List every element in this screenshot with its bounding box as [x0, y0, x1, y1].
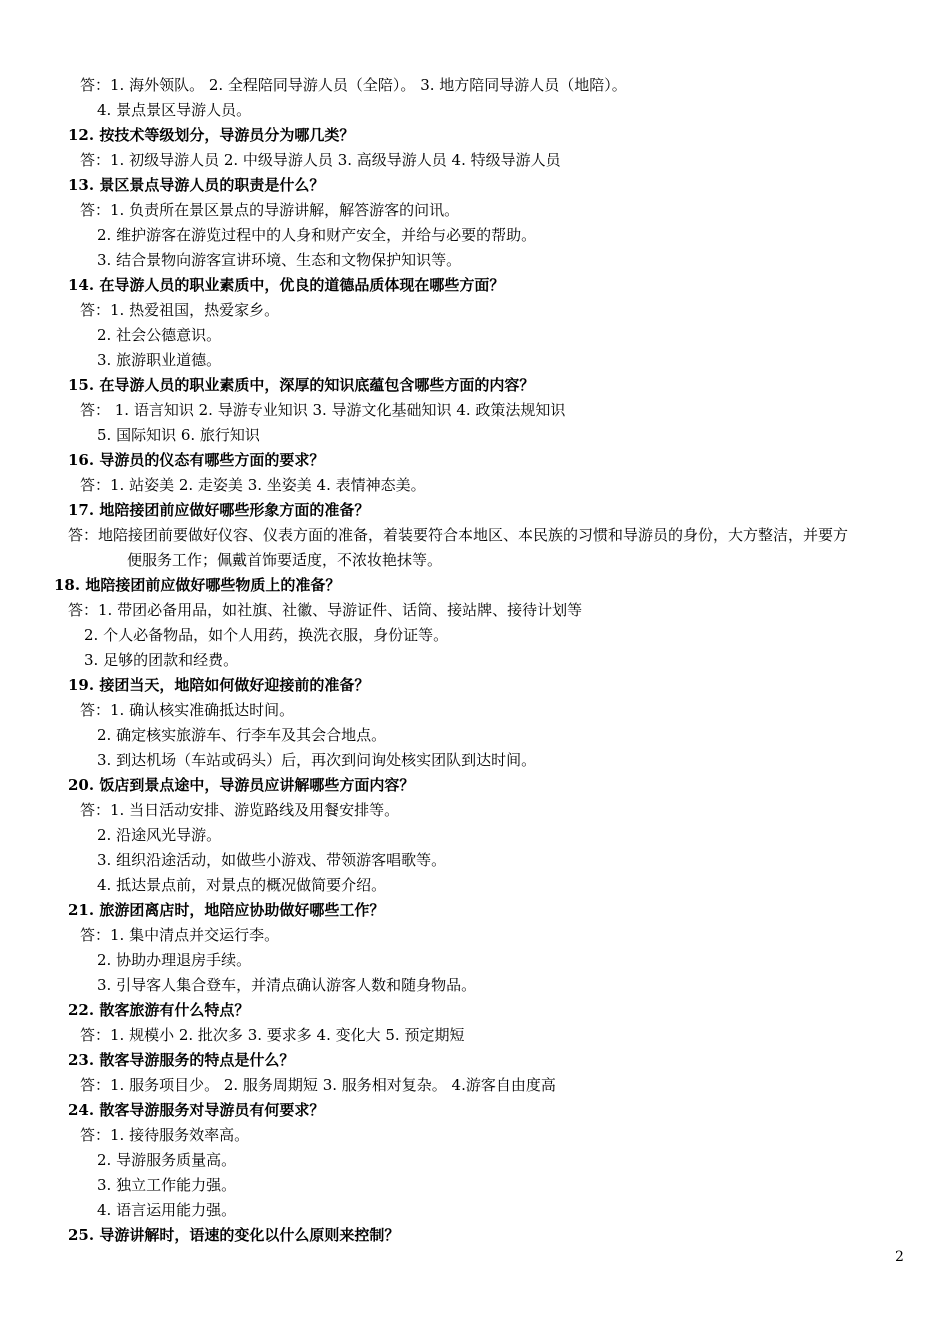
answer-line: 4. 语言运用能力强。: [97, 1201, 237, 1219]
question-heading: 17. 地陪接团前应做好哪些形象方面的准备？: [68, 501, 370, 519]
answer-line: 2. 个人必备物品，如个人用药，换洗衣服，身份证等。: [84, 626, 449, 644]
answer-line: 4. 抵达景点前，对景点的概况做简要介绍。: [97, 876, 387, 894]
answer-line: 3. 足够的团款和经费。: [84, 651, 239, 669]
answer-line: 答：1. 服务项目少。 2. 服务周期短 3. 服务相对复杂。 4.游客自由度高: [80, 1076, 556, 1094]
answer-line: 4. 景点景区导游人员。: [97, 101, 252, 119]
question-heading: 22. 散客旅游有什么特点？: [68, 1001, 250, 1019]
answer-line: 2. 维护游客在游览过程中的人身和财产安全，并给与必要的帮助。: [97, 226, 537, 244]
answer-line: 2. 协助办理退房手续。: [97, 951, 252, 969]
question-heading: 16. 导游员的仪态有哪些方面的要求？: [68, 451, 325, 469]
answer-line: 答：地陪接团前要做好仪容、仪表方面的准备，着装要符合本地区、本民族的习惯和导游员的身份，大方整洁，并要方: [68, 526, 849, 544]
answer-line: 答：1. 带团必备用品，如社旗、社徽、导游证件、话筒、接站牌、接待计划等: [68, 601, 583, 619]
question-heading: 18. 地陪接团前应做好哪些物质上的准备？: [54, 576, 341, 594]
answer-line: 答：1. 规模小 2. 批次多 3. 要求多 4. 变化大 5. 预定期短: [80, 1026, 465, 1044]
answer-line: 答：1. 负责所在景区景点的导游讲解，解答游客的问讯。: [80, 201, 460, 219]
answer-line: 3. 到达机场（车站或码头）后，再次到问询处核实团队到达时间。: [97, 751, 537, 769]
answer-line: 3. 独立工作能力强。: [97, 1176, 237, 1194]
question-heading: 23. 散客导游服务的特点是什么？: [68, 1051, 295, 1069]
answer-line: 3. 结合景物向游客宣讲环境、生态和文物保护知识等。: [97, 251, 462, 269]
answer-line: 2. 沿途风光导游。: [97, 826, 222, 844]
question-heading: 21. 旅游团离店时，地陪应协助做好哪些工作？: [68, 901, 385, 919]
question-heading: 12. 按技术等级划分，导游员分为哪几类？: [68, 126, 355, 144]
answer-line: 2. 社会公德意识。: [97, 326, 222, 344]
page-number: 2: [895, 1249, 904, 1265]
question-heading: 20. 饭店到景点途中，导游员应讲解哪些方面内容？: [68, 776, 415, 794]
answer-line: 答：1. 接待服务效率高。: [80, 1126, 250, 1144]
question-heading: 19. 接团当天，地陪如何做好迎接前的准备？: [68, 676, 370, 694]
answer-line: 3. 组织沿途活动，如做些小游戏、带领游客唱歌等。: [97, 851, 447, 869]
answer-line: 答：1. 热爱祖国，热爱家乡。: [80, 301, 280, 319]
answer-line: 答：1. 确认核实准确抵达时间。: [80, 701, 295, 719]
question-heading: 15. 在导游人员的职业素质中，深厚的知识底蕴包含哪些方面的内容？: [68, 376, 535, 394]
answer-line: 3. 旅游职业道德。: [97, 351, 222, 369]
question-heading: 25. 导游讲解时，语速的变化以什么原则来控制？: [68, 1226, 400, 1244]
answer-line: 答： 1. 语言知识 2. 导游专业知识 3. 导游文化基础知识 4. 政策法规知识: [80, 401, 566, 419]
answer-line: 便服务工作；佩戴首饰要适度，不浓妆艳抹等。: [127, 551, 443, 569]
question-heading: 13. 景区景点导游人员的职责是什么？: [68, 176, 325, 194]
answer-line: 5. 国际知识 6. 旅行知识: [97, 426, 260, 444]
answer-line: 答：1. 站姿美 2. 走姿美 3. 坐姿美 4. 表情神态美。: [80, 476, 426, 494]
answer-line: 答：1. 初级导游人员 2. 中级导游人员 3. 高级导游人员 4. 特级导游人员: [80, 151, 561, 169]
answer-line: 答：1. 海外领队。 2. 全程陪同导游人员（全陪）。 3. 地方陪同导游人员（地陪）。: [80, 76, 627, 94]
answer-line: 答：1. 集中清点并交运行李。: [80, 926, 280, 944]
question-heading: 14. 在导游人员的职业素质中，优良的道德品质体现在哪些方面？: [68, 276, 505, 294]
answer-line: 2. 导游服务质量高。: [97, 1151, 237, 1169]
answer-line: 答：1. 当日活动安排、游览路线及用餐安排等。: [80, 801, 400, 819]
answer-line: 2. 确定核实旅游车、行李车及其会合地点。: [97, 726, 387, 744]
answer-line: 3. 引导客人集合登车，并清点确认游客人数和随身物品。: [97, 976, 477, 994]
question-heading: 24. 散客导游服务对导游员有何要求？: [68, 1101, 325, 1119]
